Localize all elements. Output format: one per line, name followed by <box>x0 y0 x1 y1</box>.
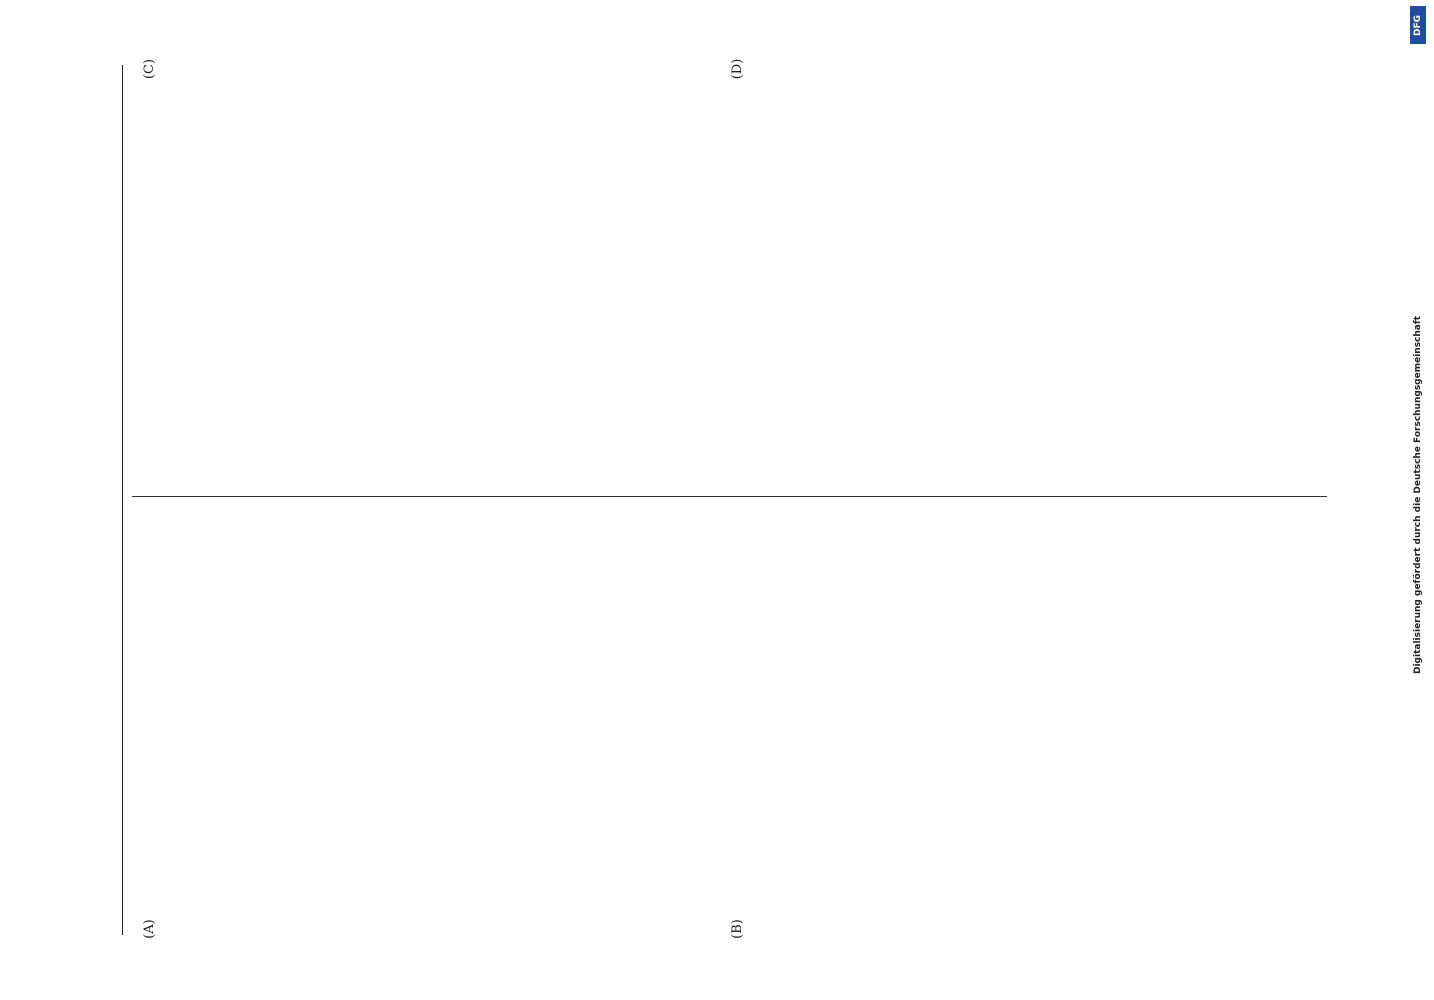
right-column <box>132 75 1327 479</box>
dfg-note: Digitalisierung gefördert durch die Deutsche Forschungsgemeinschaft <box>1413 315 1423 674</box>
left-column <box>132 511 1327 915</box>
document-page <box>90 58 1340 939</box>
margin-marker-b: (B) <box>730 919 745 939</box>
dfg-attribution <box>1404 0 1432 1000</box>
margin-marker-a: (A) <box>142 919 157 939</box>
column-separator <box>132 496 1327 497</box>
margin-marker-c: (C) <box>142 58 157 80</box>
header-rule <box>122 65 123 935</box>
margin-marker-d: (D) <box>730 58 745 80</box>
page-header <box>90 65 120 935</box>
dfg-logo: DFG <box>1410 6 1426 44</box>
